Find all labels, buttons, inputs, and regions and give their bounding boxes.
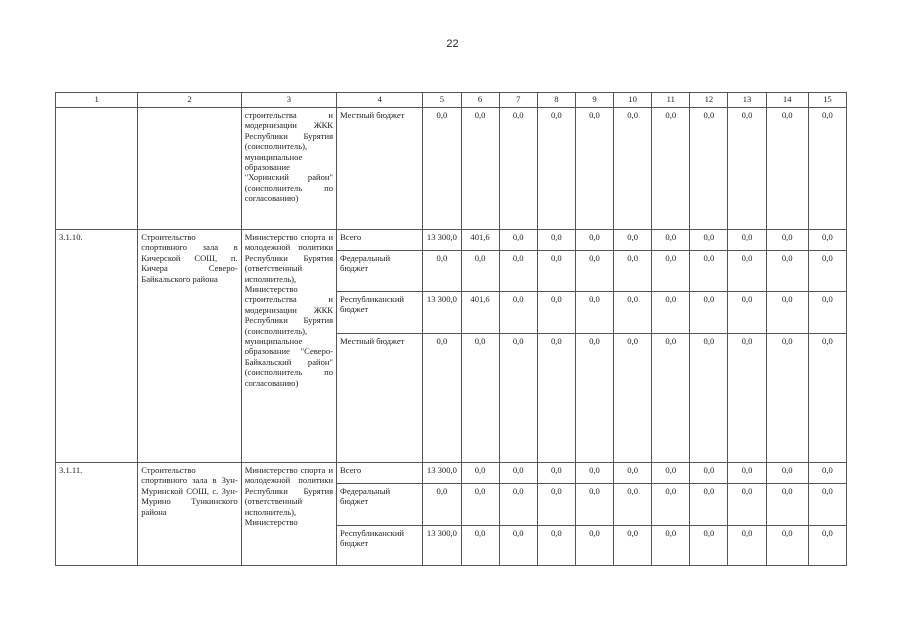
value-cell: 0,0	[614, 230, 652, 251]
budget-table	[55, 92, 847, 566]
value-cell: 0,0	[728, 230, 766, 251]
value-cell: 0,0	[690, 334, 728, 463]
value-cell: 0,0	[423, 108, 461, 230]
header-cell: 7	[499, 93, 537, 108]
value-cell: 0,0	[808, 334, 846, 463]
value-cell: 0,0	[652, 251, 690, 292]
value-cell: 0,0	[499, 526, 537, 566]
value-cell: 0,0	[614, 484, 652, 526]
value-cell: 0,0	[575, 108, 613, 230]
value-cell: 0,0	[461, 251, 499, 292]
source-cell: Республиканский бюджет	[337, 292, 423, 334]
value-cell: 0,0	[537, 230, 575, 251]
value-cell: 0,0	[808, 484, 846, 526]
header-cell: 1	[56, 93, 138, 108]
source-cell: Всего	[337, 230, 423, 251]
value-cell: 0,0	[808, 251, 846, 292]
value-cell: 401,6	[461, 292, 499, 334]
value-cell: 0,0	[575, 463, 613, 484]
value-cell: 0,0	[728, 463, 766, 484]
header-cell: 13	[728, 93, 766, 108]
executor-cell: строительства и модернизации ЖКК Республики Бурятия (соисполнитель), муниципальное образование "Хоринский район" (соисполнитель по согласованию)	[241, 108, 336, 230]
header-cell: 12	[690, 93, 728, 108]
value-cell: 0,0	[614, 463, 652, 484]
value-cell: 0,0	[808, 526, 846, 566]
table-row	[56, 230, 847, 251]
header-cell: 4	[337, 93, 423, 108]
header-cell: 10	[614, 93, 652, 108]
value-cell: 0,0	[728, 334, 766, 463]
executor-cell: Министерство спорта и молодежной политики Республики Бурятия (ответственный исполнитель), Министерство строительства и модернизации ЖКК Республики Бурятия (соисполнитель), муниципальное образование "Северо-Байкальский район" (соисполнитель по согласованию)	[241, 230, 336, 463]
value-cell: 0,0	[728, 526, 766, 566]
executor-cell: Министерство спорта и молодежной политики Республики Бурятия (ответственный исполнитель), Министерство	[241, 463, 336, 566]
code-cell	[56, 108, 138, 230]
header-row	[56, 93, 847, 108]
value-cell: 0,0	[652, 463, 690, 484]
value-cell: 0,0	[461, 334, 499, 463]
page-number: 22	[446, 38, 459, 50]
value-cell: 0,0	[766, 230, 808, 251]
table-row	[56, 463, 847, 484]
value-cell: 0,0	[423, 334, 461, 463]
value-cell: 0,0	[728, 251, 766, 292]
value-cell: 0,0	[652, 334, 690, 463]
value-cell: 0,0	[614, 251, 652, 292]
name-cell: Строительство спортивного зала в Зун-Муринской СОШ, с. Зун-Мурино Тункинского района	[138, 463, 241, 566]
name-cell: Строительство спортивного зала в Кичерской СОШ, п. Кичера Северо-Байкальского района	[138, 230, 241, 463]
value-cell: 0,0	[537, 334, 575, 463]
value-cell: 0,0	[766, 251, 808, 292]
value-cell: 0,0	[461, 484, 499, 526]
value-cell: 0,0	[575, 292, 613, 334]
value-cell: 0,0	[766, 484, 808, 526]
value-cell: 0,0	[766, 463, 808, 484]
header-cell: 14	[766, 93, 808, 108]
value-cell: 0,0	[652, 292, 690, 334]
header-cell: 6	[461, 93, 499, 108]
value-cell: 0,0	[614, 526, 652, 566]
header-cell: 8	[537, 93, 575, 108]
value-cell: 0,0	[766, 292, 808, 334]
value-cell: 0,0	[499, 292, 537, 334]
value-cell: 0,0	[537, 484, 575, 526]
value-cell: 13 300,0	[423, 526, 461, 566]
value-cell: 0,0	[690, 230, 728, 251]
name-cell	[138, 108, 241, 230]
table-row	[56, 108, 847, 230]
value-cell: 0,0	[575, 230, 613, 251]
source-cell: Федеральный бюджет	[337, 484, 423, 526]
value-cell: 0,0	[690, 484, 728, 526]
value-cell: 0,0	[690, 526, 728, 566]
value-cell: 0,0	[575, 251, 613, 292]
source-cell: Федеральный бюджет	[337, 251, 423, 292]
value-cell: 0,0	[766, 334, 808, 463]
value-cell: 0,0	[537, 251, 575, 292]
value-cell: 0,0	[728, 484, 766, 526]
value-cell: 0,0	[461, 108, 499, 230]
value-cell: 0,0	[728, 292, 766, 334]
value-cell: 0,0	[423, 251, 461, 292]
value-cell: 0,0	[499, 334, 537, 463]
value-cell: 0,0	[499, 251, 537, 292]
value-cell: 0,0	[728, 108, 766, 230]
value-cell: 0,0	[614, 108, 652, 230]
header-cell: 3	[241, 93, 336, 108]
value-cell: 0,0	[652, 230, 690, 251]
value-cell: 0,0	[537, 108, 575, 230]
value-cell: 0,0	[652, 108, 690, 230]
value-cell: 0,0	[808, 230, 846, 251]
value-cell: 0,0	[690, 108, 728, 230]
value-cell: 0,0	[614, 292, 652, 334]
value-cell: 0,0	[423, 484, 461, 526]
value-cell: 0,0	[499, 484, 537, 526]
value-cell: 0,0	[690, 463, 728, 484]
value-cell: 13 300,0	[423, 292, 461, 334]
value-cell: 0,0	[652, 526, 690, 566]
code-cell: 3.1.10.	[56, 230, 138, 463]
value-cell: 0,0	[537, 526, 575, 566]
value-cell: 0,0	[499, 108, 537, 230]
value-cell: 0,0	[461, 526, 499, 566]
header-cell: 15	[808, 93, 846, 108]
value-cell: 0,0	[537, 292, 575, 334]
header-cell: 9	[575, 93, 613, 108]
value-cell: 0,0	[652, 484, 690, 526]
header-cell: 5	[423, 93, 461, 108]
value-cell: 0,0	[499, 463, 537, 484]
value-cell: 0,0	[690, 292, 728, 334]
value-cell: 0,0	[766, 526, 808, 566]
value-cell: 401,6	[461, 230, 499, 251]
value-cell: 0,0	[461, 463, 499, 484]
value-cell: 0,0	[614, 334, 652, 463]
value-cell: 13 300,0	[423, 463, 461, 484]
value-cell: 0,0	[808, 292, 846, 334]
value-cell: 0,0	[575, 484, 613, 526]
source-cell: Местный бюджет	[337, 334, 423, 463]
value-cell: 0,0	[808, 108, 846, 230]
source-cell: Республиканский бюджет	[337, 526, 423, 566]
value-cell: 0,0	[766, 108, 808, 230]
value-cell: 0,0	[575, 526, 613, 566]
header-cell: 2	[138, 93, 241, 108]
value-cell: 0,0	[808, 463, 846, 484]
source-cell: Всего	[337, 463, 423, 484]
value-cell: 0,0	[575, 334, 613, 463]
header-cell: 11	[652, 93, 690, 108]
value-cell: 13 300,0	[423, 230, 461, 251]
value-cell: 0,0	[499, 230, 537, 251]
value-cell: 0,0	[690, 251, 728, 292]
source-cell: Местный бюджет	[337, 108, 423, 230]
code-cell: 3.1.11.	[56, 463, 138, 566]
value-cell: 0,0	[537, 463, 575, 484]
